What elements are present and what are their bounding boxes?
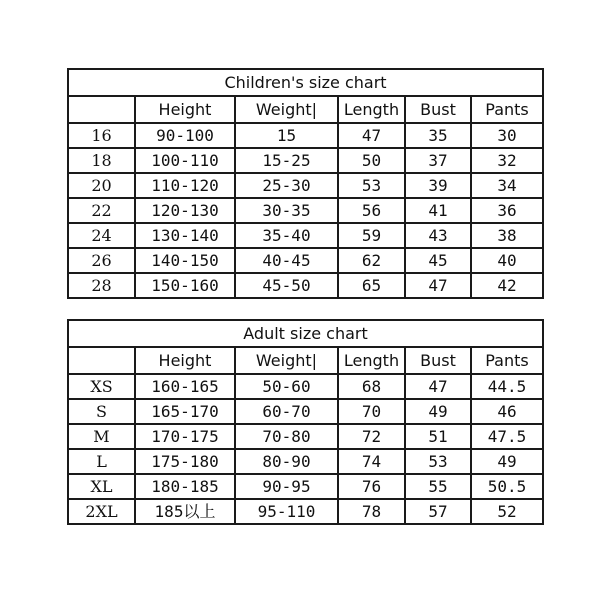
column-header-length: Length xyxy=(338,347,405,374)
table-row xyxy=(68,399,543,424)
weight-cell: 95-110 xyxy=(235,499,338,524)
bust-cell: 35 xyxy=(405,123,471,148)
weight-cell: 45-50 xyxy=(235,273,338,298)
bust-cell: 45 xyxy=(405,248,471,273)
table-row xyxy=(68,123,543,148)
weight-cell: 90-95 xyxy=(235,474,338,499)
height-cell: 90-100 xyxy=(135,123,235,148)
children-size-chart xyxy=(67,68,544,299)
height-cell: 185以上 xyxy=(135,499,235,524)
length-cell: 56 xyxy=(338,198,405,223)
table-row xyxy=(68,148,543,173)
column-header-size xyxy=(68,347,135,374)
column-header-size xyxy=(68,96,135,123)
height-cell: 170-175 xyxy=(135,424,235,449)
pants-cell: 38 xyxy=(471,223,543,248)
weight-cell: 70-80 xyxy=(235,424,338,449)
size-cell: 20 xyxy=(68,173,135,198)
height-cell: 175-180 xyxy=(135,449,235,474)
table-row xyxy=(68,248,543,273)
length-cell: 68 xyxy=(338,374,405,399)
height-cell: 130-140 xyxy=(135,223,235,248)
pants-cell: 34 xyxy=(471,173,543,198)
height-cell: 100-110 xyxy=(135,148,235,173)
size-cell: 18 xyxy=(68,148,135,173)
weight-cell: 50-60 xyxy=(235,374,338,399)
bust-cell: 55 xyxy=(405,474,471,499)
bust-cell: 47 xyxy=(405,374,471,399)
column-header-bust: Bust xyxy=(405,96,471,123)
height-cell: 165-170 xyxy=(135,399,235,424)
table-row xyxy=(68,374,543,399)
children-chart-title: Children's size chart xyxy=(68,69,543,96)
bust-cell: 47 xyxy=(405,273,471,298)
table-row xyxy=(68,499,543,524)
length-cell: 74 xyxy=(338,449,405,474)
weight-cell: 15 xyxy=(235,123,338,148)
weight-cell: 15-25 xyxy=(235,148,338,173)
bust-cell: 53 xyxy=(405,449,471,474)
size-cell: 26 xyxy=(68,248,135,273)
column-header-weight: Weight| xyxy=(235,347,338,374)
pants-cell: 46 xyxy=(471,399,543,424)
size-cell: 28 xyxy=(68,273,135,298)
pants-cell: 50.5 xyxy=(471,474,543,499)
table-row xyxy=(68,273,543,298)
height-cell: 120-130 xyxy=(135,198,235,223)
size-cell: L xyxy=(68,449,135,474)
column-header-weight: Weight| xyxy=(235,96,338,123)
adult-chart-title: Adult size chart xyxy=(68,320,543,347)
size-cell: 24 xyxy=(68,223,135,248)
table-title-row xyxy=(68,320,543,347)
length-cell: 78 xyxy=(338,499,405,524)
pants-cell: 42 xyxy=(471,273,543,298)
length-cell: 70 xyxy=(338,399,405,424)
weight-cell: 35-40 xyxy=(235,223,338,248)
bust-cell: 41 xyxy=(405,198,471,223)
size-cell: 16 xyxy=(68,123,135,148)
table-header-row xyxy=(68,96,543,123)
size-cell: S xyxy=(68,399,135,424)
height-cell: 180-185 xyxy=(135,474,235,499)
weight-cell: 60-70 xyxy=(235,399,338,424)
pants-cell: 52 xyxy=(471,499,543,524)
weight-cell: 40-45 xyxy=(235,248,338,273)
column-header-pants: Pants xyxy=(471,96,543,123)
column-header-height: Height xyxy=(135,347,235,374)
table-header-row xyxy=(68,347,543,374)
pants-cell: 36 xyxy=(471,198,543,223)
weight-cell: 80-90 xyxy=(235,449,338,474)
pants-cell: 47.5 xyxy=(471,424,543,449)
pants-cell: 32 xyxy=(471,148,543,173)
length-cell: 50 xyxy=(338,148,405,173)
size-cell: XS xyxy=(68,374,135,399)
column-header-length: Length xyxy=(338,96,405,123)
length-cell: 76 xyxy=(338,474,405,499)
table-title-row xyxy=(68,69,543,96)
length-cell: 59 xyxy=(338,223,405,248)
length-cell: 53 xyxy=(338,173,405,198)
bust-cell: 51 xyxy=(405,424,471,449)
adult-size-chart xyxy=(67,319,544,525)
table-row xyxy=(68,449,543,474)
size-cell: XL xyxy=(68,474,135,499)
pants-cell: 30 xyxy=(471,123,543,148)
size-cell: 22 xyxy=(68,198,135,223)
column-header-height: Height xyxy=(135,96,235,123)
length-cell: 65 xyxy=(338,273,405,298)
weight-cell: 25-30 xyxy=(235,173,338,198)
bust-cell: 39 xyxy=(405,173,471,198)
bust-cell: 49 xyxy=(405,399,471,424)
table-row xyxy=(68,424,543,449)
table-row xyxy=(68,223,543,248)
bust-cell: 57 xyxy=(405,499,471,524)
table-row xyxy=(68,173,543,198)
height-cell: 110-120 xyxy=(135,173,235,198)
column-header-pants: Pants xyxy=(471,347,543,374)
table-row xyxy=(68,474,543,499)
height-cell: 150-160 xyxy=(135,273,235,298)
length-cell: 72 xyxy=(338,424,405,449)
length-cell: 47 xyxy=(338,123,405,148)
length-cell: 62 xyxy=(338,248,405,273)
size-cell: M xyxy=(68,424,135,449)
pants-cell: 44.5 xyxy=(471,374,543,399)
size-cell: 2XL xyxy=(68,499,135,524)
pants-cell: 40 xyxy=(471,248,543,273)
height-cell: 140-150 xyxy=(135,248,235,273)
weight-cell: 30-35 xyxy=(235,198,338,223)
table-row xyxy=(68,198,543,223)
height-cell: 160-165 xyxy=(135,374,235,399)
pants-cell: 49 xyxy=(471,449,543,474)
bust-cell: 37 xyxy=(405,148,471,173)
bust-cell: 43 xyxy=(405,223,471,248)
column-header-bust: Bust xyxy=(405,347,471,374)
